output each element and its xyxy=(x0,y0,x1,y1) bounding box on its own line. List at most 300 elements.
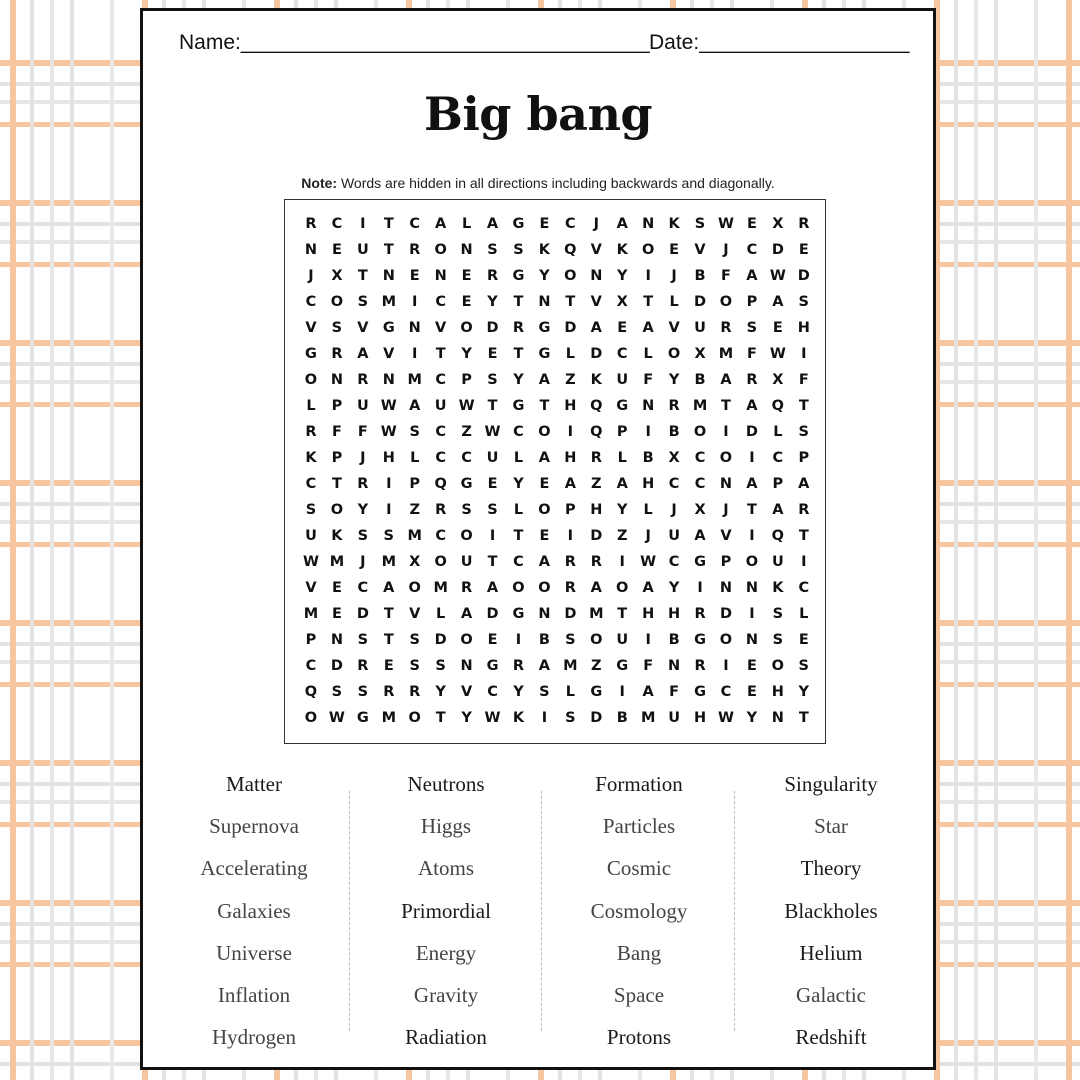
grid-letter: M xyxy=(329,554,345,570)
grid-letter: B xyxy=(538,632,550,648)
grid-letter: E xyxy=(331,242,342,258)
grid-letter: R xyxy=(357,476,369,492)
grid-letter: N xyxy=(408,320,421,336)
grid-letter: A xyxy=(486,580,499,596)
grid-letter: S xyxy=(772,606,784,622)
grid-letter: U xyxy=(434,398,447,414)
grid-letter: M xyxy=(381,554,396,570)
grid-letter: G xyxy=(512,398,525,414)
grid-letter: O xyxy=(590,632,603,648)
grid-letter: X xyxy=(772,216,784,232)
grid-letter: N xyxy=(538,294,551,310)
grid-letter: V xyxy=(720,528,732,544)
grid-letter: C xyxy=(720,684,732,700)
grid-letter: P xyxy=(305,632,317,648)
grid-letter: T xyxy=(357,268,368,284)
grid-letter: N xyxy=(460,242,473,258)
grid-letter: O xyxy=(538,580,551,596)
word-list-item: Hydrogen xyxy=(212,1025,296,1050)
grid-letter: P xyxy=(746,294,758,310)
grid-letter: I xyxy=(386,502,392,518)
grid-letter: N xyxy=(460,658,473,674)
grid-letter: K xyxy=(616,242,628,258)
grid-letter: P xyxy=(772,476,784,492)
grid-letter: A xyxy=(435,216,447,232)
grid-letter: W xyxy=(769,268,786,284)
grid-letter: R xyxy=(512,658,525,674)
grid-letter: E xyxy=(487,476,498,492)
grid-letter: T xyxy=(721,398,731,414)
grid-letter: C xyxy=(435,528,446,544)
grid-letter: S xyxy=(409,424,420,440)
grid-letter: A xyxy=(642,684,654,700)
grid-letter: S xyxy=(331,684,343,700)
grid-letter: G xyxy=(382,320,395,336)
grid-letter: E xyxy=(746,684,757,700)
grid-letter: R xyxy=(486,268,499,284)
grid-letter: I xyxy=(386,476,392,492)
grid-letter: T xyxy=(487,554,498,570)
grid-letter: T xyxy=(513,528,524,544)
grid-letter: C xyxy=(435,450,446,466)
grid-letter: R xyxy=(409,242,421,258)
grid-letter: I xyxy=(645,632,651,648)
grid-letter: Z xyxy=(409,502,420,518)
grid-letter: Q xyxy=(590,398,603,414)
grid-letter: S xyxy=(487,242,498,258)
grid-letter: R xyxy=(694,658,706,674)
grid-letter: N xyxy=(719,580,733,596)
grid-letter: L xyxy=(799,606,809,622)
word-list-item: Energy xyxy=(415,940,477,965)
grid-letter: Z xyxy=(591,476,602,492)
grid-letter: C xyxy=(305,294,317,310)
grid-letter: D xyxy=(434,632,447,648)
grid-letter: T xyxy=(435,346,446,362)
grid-letter: G xyxy=(616,658,629,674)
grid-letter: E xyxy=(798,242,809,258)
grid-letter: V xyxy=(357,320,369,336)
grid-letter: A xyxy=(772,502,784,518)
grid-letter: G xyxy=(538,320,551,336)
grid-letter: I xyxy=(567,424,574,440)
grid-letter: I xyxy=(723,424,729,440)
word-search-grid xyxy=(284,199,826,744)
grid-letter: R xyxy=(720,320,732,336)
grid-letter: I xyxy=(541,710,548,726)
grid-letter: N xyxy=(538,606,551,622)
grid-letter: D xyxy=(486,606,499,622)
grid-letter: Y xyxy=(357,502,369,518)
grid-letter: X xyxy=(331,268,343,284)
grid-letter: S xyxy=(331,320,343,336)
grid-letter: M xyxy=(407,528,422,544)
grid-letter: U xyxy=(668,528,680,544)
grid-letter: R xyxy=(590,450,602,466)
grid-letter: R xyxy=(305,216,317,232)
grid-letter: Y xyxy=(746,710,758,726)
word-list-item: Radiation xyxy=(405,1025,487,1050)
grid-letter: P xyxy=(616,424,628,440)
grid-letter: K xyxy=(590,372,602,388)
grid-letter: F xyxy=(746,346,757,362)
grid-letter: W xyxy=(380,398,397,414)
word-list-item: Higgs xyxy=(420,814,472,839)
grid-letter: N xyxy=(642,216,655,232)
grid-letter: E xyxy=(539,528,550,544)
grid-letter: O xyxy=(330,294,344,310)
grid-letter: A xyxy=(460,606,473,622)
grid-letter: I xyxy=(515,632,522,648)
grid-letter: R xyxy=(564,580,576,596)
grid-letter: Y xyxy=(798,684,810,700)
word-list-item: Cosmic xyxy=(606,856,672,881)
grid-letter: V xyxy=(668,320,680,336)
grid-letter: P xyxy=(461,372,472,388)
grid-letter: L xyxy=(565,346,575,362)
grid-letter: V xyxy=(460,684,473,700)
grid-letter: E xyxy=(539,216,550,232)
grid-letter: T xyxy=(487,398,498,414)
grid-letter: Y xyxy=(513,372,524,388)
grid-letter: G xyxy=(694,554,706,570)
grid-letter: P xyxy=(565,502,576,518)
grid-letter: S xyxy=(357,684,369,700)
grid-letter: B xyxy=(642,450,654,466)
grid-letter: R xyxy=(668,398,680,414)
grid-letter: N xyxy=(771,710,784,726)
grid-letter: O xyxy=(693,424,707,440)
grid-letter: S xyxy=(305,502,317,518)
grid-letter: L xyxy=(617,450,627,466)
grid-letter: T xyxy=(643,294,654,310)
grid-letter: A xyxy=(538,554,551,570)
grid-letter: Z xyxy=(565,372,576,388)
grid-letter: U xyxy=(305,528,317,544)
grid-letter: Y xyxy=(616,268,628,284)
grid-letter: K xyxy=(668,216,680,232)
grid-letter: A xyxy=(538,450,551,466)
grid-letter: K xyxy=(331,528,343,544)
grid-letter: U xyxy=(616,632,629,648)
word-column-1 xyxy=(159,763,349,1058)
grid-letter: O xyxy=(434,554,447,570)
grid-letter: T xyxy=(383,632,394,648)
grid-letter: A xyxy=(746,476,758,492)
grid-letter: V xyxy=(590,242,602,258)
grid-letter: I xyxy=(567,528,574,544)
instructions-note xyxy=(143,175,933,191)
grid-letter: A xyxy=(538,372,551,388)
grid-letter: A xyxy=(694,528,706,544)
grid-letter: I xyxy=(645,424,651,440)
grid-letter: E xyxy=(798,632,809,648)
grid-letter: G xyxy=(356,710,369,726)
grid-letter: C xyxy=(746,242,758,258)
grid-letter: C xyxy=(305,476,317,492)
grid-letter: R xyxy=(798,216,810,232)
grid-letter: H xyxy=(642,606,655,622)
grid-letter: L xyxy=(410,450,420,466)
grid-letter: P xyxy=(720,554,732,570)
grid-letter: P xyxy=(798,450,810,466)
grid-letter: U xyxy=(356,242,369,258)
grid-letter: J xyxy=(671,502,677,518)
page-title: Big bang xyxy=(423,87,653,141)
grid-letter: N xyxy=(382,372,395,388)
grid-letter: D xyxy=(745,424,758,440)
grid-letter: V xyxy=(305,580,317,596)
grid-letter: L xyxy=(643,346,653,362)
word-list-item: Accelerating xyxy=(200,856,308,881)
grid-letter: R xyxy=(590,554,602,570)
grid-letter: F xyxy=(669,684,680,700)
grid-letter: W xyxy=(717,710,734,726)
grid-letter: M xyxy=(640,710,656,726)
grid-letter: C xyxy=(668,476,680,492)
grid-letter: Y xyxy=(668,580,680,596)
grid-letter: X xyxy=(694,346,706,362)
grid-letter: I xyxy=(749,528,755,544)
word-list-item: Cosmology xyxy=(590,898,688,923)
grid-letter: J xyxy=(723,242,729,258)
grid-letter: Q xyxy=(771,398,784,414)
grid-letter: O xyxy=(408,710,421,726)
grid-letter: O xyxy=(564,268,577,284)
word-column-2 xyxy=(351,763,541,1058)
grid-letter: N xyxy=(745,580,758,596)
grid-letter: L xyxy=(461,216,472,232)
grid-letter: O xyxy=(538,502,551,518)
grid-letter: R xyxy=(461,580,473,596)
grid-letter: A xyxy=(616,476,628,492)
grid-letter: J xyxy=(723,502,729,518)
word-list-item: Supernova xyxy=(209,814,299,839)
grid-letter: V xyxy=(590,294,602,310)
grid-letter: L xyxy=(513,450,524,466)
grid-letter: I xyxy=(749,606,755,622)
grid-letter: K xyxy=(512,710,525,726)
grid-letter: T xyxy=(746,502,757,518)
grid-letter: N xyxy=(330,632,343,648)
grid-letter: O xyxy=(641,242,655,258)
word-list-item: Universe xyxy=(216,940,292,965)
grid-letter: C xyxy=(409,216,421,232)
word-list-item: Space xyxy=(613,982,665,1007)
grid-letter: O xyxy=(538,424,551,440)
word-list-item: Redshift xyxy=(795,1025,867,1050)
grid-letter: I xyxy=(619,554,625,570)
grid-letter: M xyxy=(563,658,578,674)
grid-letter: U xyxy=(616,372,629,388)
grid-letter: O xyxy=(304,710,318,726)
grid-letter: O xyxy=(304,372,318,388)
grid-letter: T xyxy=(798,528,809,544)
grid-letter: S xyxy=(357,294,369,310)
grid-letter: G xyxy=(460,476,473,492)
grid-letter: F xyxy=(643,372,654,388)
grid-letter: A xyxy=(409,398,421,414)
grid-letter: V xyxy=(383,346,395,362)
note-text: Words are hidden in all directions including backwards and diagonally. xyxy=(337,175,775,191)
grid-letter: D xyxy=(330,658,343,674)
grid-letter: D xyxy=(694,294,707,310)
grid-letter: L xyxy=(306,398,316,414)
grid-letter: S xyxy=(487,502,498,518)
grid-letter: I xyxy=(801,554,807,570)
grid-letter: O xyxy=(512,580,525,596)
grid-letter: S xyxy=(565,632,576,648)
grid-letter: B xyxy=(668,424,680,440)
grid-letter: A xyxy=(746,268,758,284)
grid-letter: H xyxy=(564,398,577,414)
grid-letter: T xyxy=(383,606,394,622)
column-divider xyxy=(541,791,542,1031)
grid-letter: U xyxy=(668,710,680,726)
grid-letter: E xyxy=(409,268,420,284)
grid-letter: C xyxy=(798,580,810,596)
grid-letter: U xyxy=(356,398,369,414)
grid-letter: S xyxy=(798,658,809,674)
grid-letter: I xyxy=(412,346,418,362)
grid-letter: G xyxy=(486,658,499,674)
grid-letter: E xyxy=(669,242,680,258)
grid-letter: D xyxy=(590,528,603,544)
grid-letter: Q xyxy=(590,424,603,440)
grid-letter: R xyxy=(331,346,343,362)
grid-letter: B xyxy=(694,372,706,388)
grid-letter: F xyxy=(357,424,368,440)
grid-letter: S xyxy=(772,632,784,648)
name-field[interactable]: Name:___________________________________ xyxy=(179,31,650,54)
grid-letter: W xyxy=(484,710,501,726)
grid-letter: Z xyxy=(591,658,602,674)
grid-letter: S xyxy=(357,632,369,648)
grid-letter: D xyxy=(564,606,577,622)
grid-letter: A xyxy=(486,216,499,232)
word-list-item: Matter xyxy=(226,772,282,796)
grid-letter: C xyxy=(513,424,524,440)
grid-letter: N xyxy=(668,658,681,674)
worksheet-page xyxy=(140,8,936,1070)
grid-letter: G xyxy=(590,684,603,700)
grid-letter: L xyxy=(513,502,524,518)
grid-letter: T xyxy=(435,710,446,726)
grid-letter: A xyxy=(538,658,551,674)
grid-letter: M xyxy=(381,294,396,310)
grid-letter: O xyxy=(745,554,759,570)
grid-letter: B xyxy=(668,632,680,648)
grid-letter: W xyxy=(769,346,786,362)
grid-letter: B xyxy=(694,268,706,284)
grid-letter: W xyxy=(640,554,657,570)
grid-letter: J xyxy=(645,528,651,544)
grid-letter: Y xyxy=(539,268,550,284)
grid-letter: R xyxy=(383,684,395,700)
grid-letter: R xyxy=(357,372,369,388)
grid-letter: K xyxy=(772,580,784,596)
grid-letter: Y xyxy=(668,372,680,388)
grid-letter: X xyxy=(616,294,628,310)
grid-letter: S xyxy=(694,216,706,232)
grid-letter: I xyxy=(412,294,418,310)
grid-letter: E xyxy=(383,658,394,674)
word-list-item: Star xyxy=(814,814,848,839)
grid-letter: J xyxy=(360,450,366,466)
grid-letter: N xyxy=(745,632,758,648)
grid-letter: O xyxy=(434,242,447,258)
grid-letter: D xyxy=(564,320,577,336)
grid-letter: W xyxy=(458,398,475,414)
grid-letter: E xyxy=(461,268,472,284)
grid-letter: T xyxy=(513,346,524,362)
grid-letter: F xyxy=(721,268,731,284)
grid-letter: E xyxy=(746,658,757,674)
grid-letter: R xyxy=(305,424,317,440)
grid-letter: C xyxy=(435,294,446,310)
grid-letter: S xyxy=(409,658,420,674)
grid-letter: S xyxy=(357,528,369,544)
grid-letter: N xyxy=(590,268,603,284)
grid-letter: W xyxy=(328,710,345,726)
grid-letter: S xyxy=(539,684,550,700)
grid-letter: L xyxy=(643,502,653,518)
grid-letter: D xyxy=(771,242,784,258)
grid-letter: T xyxy=(798,710,809,726)
grid-letter: G xyxy=(694,632,706,648)
grid-letter: N xyxy=(304,242,318,258)
word-column-4 xyxy=(736,763,926,1058)
grid-letter: M xyxy=(381,710,396,726)
word-list-item: Galactic xyxy=(796,982,866,1007)
word-list-item: Blackholes xyxy=(784,898,878,923)
grid-letter: L xyxy=(436,606,446,622)
grid-letter: G xyxy=(305,346,317,362)
grid-letter: I xyxy=(360,216,366,232)
grid-letter: S xyxy=(435,658,446,674)
word-list-item: Formation xyxy=(595,772,683,796)
grid-letter: I xyxy=(723,658,729,674)
grid-letter: N xyxy=(330,372,343,388)
grid-letter: Y xyxy=(487,294,498,310)
grid-letter: S xyxy=(565,710,576,726)
word-list-item: Bang xyxy=(616,940,662,965)
grid-letter: V xyxy=(435,320,447,336)
grid-letter: O xyxy=(719,294,733,310)
grid-letter: E xyxy=(461,294,472,310)
name-date-bar xyxy=(179,31,910,61)
grid-letter: X xyxy=(668,450,680,466)
grid-letter: F xyxy=(798,372,809,388)
grid-letter: J xyxy=(360,554,366,570)
grid-letter: J xyxy=(593,216,599,232)
grid-letter: H xyxy=(564,450,577,466)
grid-letter: E xyxy=(539,476,550,492)
grid-letter: L xyxy=(565,684,575,700)
word-list-item: Helium xyxy=(799,940,863,965)
date-field[interactable]: Date:__________________ xyxy=(649,31,910,54)
grid-letter: D xyxy=(719,606,732,622)
letter-grid xyxy=(298,211,817,731)
grid-letter: T xyxy=(565,294,576,310)
column-divider xyxy=(349,791,350,1031)
grid-letter: S xyxy=(487,372,498,388)
grid-letter: R xyxy=(564,554,576,570)
grid-letter: T xyxy=(798,398,809,414)
grid-letter: S xyxy=(798,294,809,310)
grid-letter: G xyxy=(538,346,551,362)
grid-letter: W xyxy=(484,424,501,440)
